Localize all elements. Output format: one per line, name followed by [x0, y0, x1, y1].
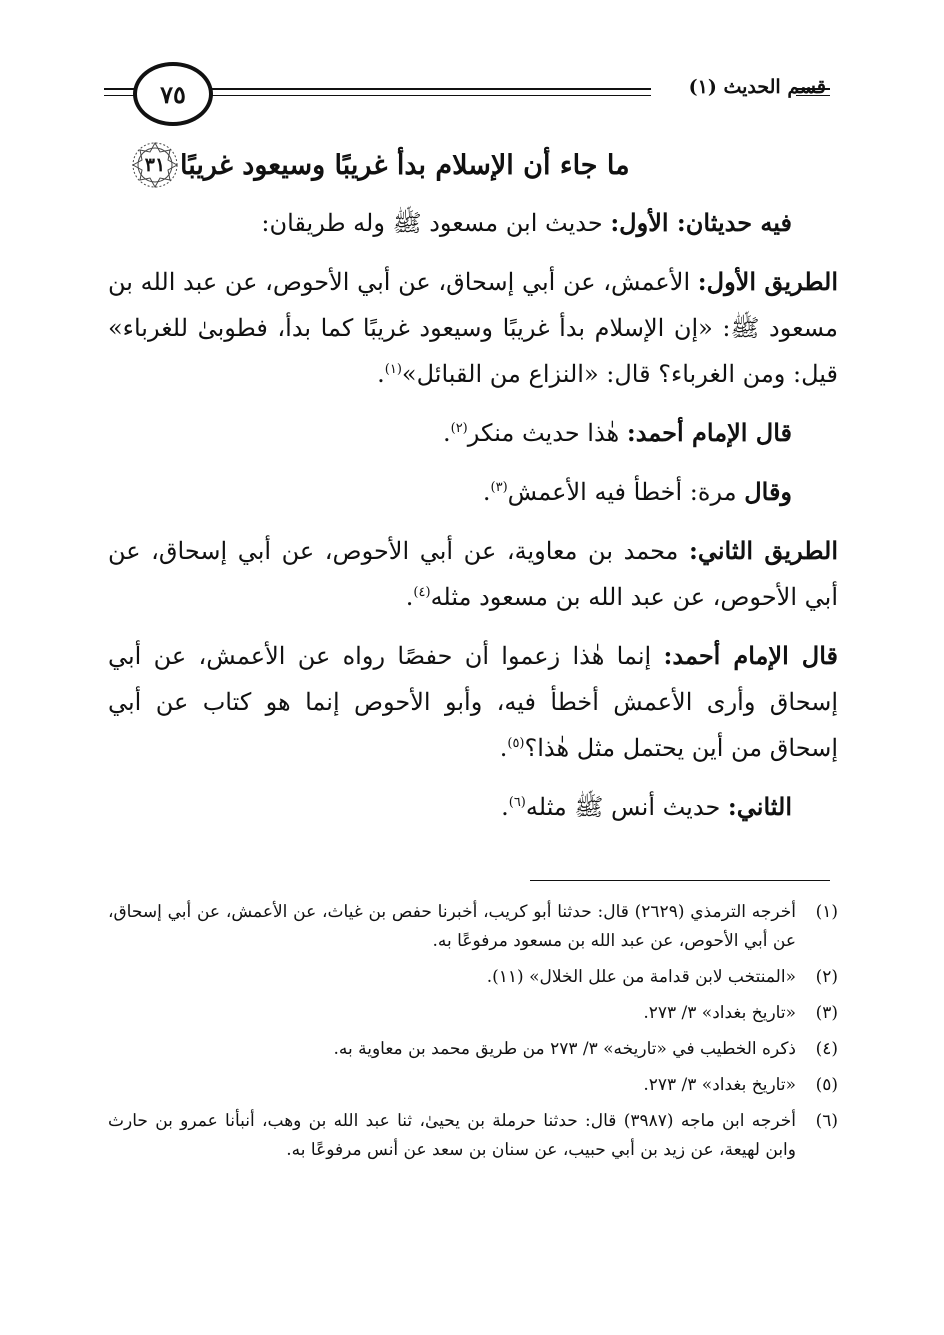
chapter-title: ما جاء أن الإسلام بدأ غريبًا وسيعود غريبًا [180, 149, 630, 181]
footnote-separator [530, 880, 830, 881]
footnote-ref-3: (٣) [490, 480, 508, 495]
paragraph-5 [108, 528, 838, 620]
paragraph-3-end: . [442, 419, 451, 447]
paragraph-2-text: الأعمش، عن أبي إسحاق، عن أبي الأحوص، عن عبد الله بن مسعود ﷺ: «إن الإسلام بدأ غريبًا وسيعود غريبًا كما بدأ، فطوبىٰ للغرباء» قيل: ومن الغرباء؟ قال: «النزاع من القبائل» [108, 268, 838, 388]
header-rule-middle [205, 88, 651, 90]
header-rule-left-lower [104, 95, 134, 96]
paragraph-7-end: . [501, 793, 509, 821]
paragraph-7 [108, 784, 838, 830]
paragraph-4 [108, 469, 838, 515]
paragraph-7-text: حديث أنس ﷺ مثله [525, 793, 728, 821]
header-rule-left [104, 88, 134, 90]
footnote-text: «تاريخ بغداد» ٣/ ٢٧٣. [643, 1003, 796, 1023]
footnote-ref-2: (٢) [450, 421, 468, 436]
footnote-number: (٢) [815, 967, 838, 987]
footnote-number: (١) [815, 902, 838, 922]
footnote-number: (٤) [815, 1039, 838, 1059]
chapter-ornament [130, 140, 180, 190]
paragraph-6-lead: قال الإمام أحمد: [663, 641, 839, 670]
footnotes [108, 898, 838, 1172]
paragraph-2 [108, 259, 838, 397]
header-rule-middle-lower [205, 95, 651, 96]
footnote [108, 1071, 838, 1100]
paragraph-2-end: . [377, 360, 385, 388]
footnote-text: «تاريخ بغداد» ٣/ ٢٧٣. [643, 1075, 796, 1095]
footnote-text: أخرجه ابن ماجه (٣٩٨٧) قال: حدثنا حرملة بن يحيىٰ، ثنا عبد الله بن وهب، أنبأنا عمرو بن حارث وابن لهيعة، عن زيد بن أبي حبيب، عن سنان بن سعد عن أنس مرفوعًا به. [108, 1111, 796, 1160]
page-header [0, 0, 944, 140]
footnote [108, 1035, 838, 1064]
paragraph-1 [108, 200, 838, 246]
paragraph-1-lead: فيه حديثان: الأول: [610, 208, 792, 237]
running-title: قسم الحديث (١) [688, 76, 826, 98]
chapter-heading [108, 140, 838, 190]
footnote [108, 898, 838, 956]
paragraph-4-end: . [482, 478, 491, 506]
paragraph-7-lead: الثاني: [727, 792, 792, 821]
paragraph-5-lead: الطريق الثاني: [689, 536, 838, 565]
paragraph-5-text: محمد بن معاوية، عن أبي الأحوص، عن أبي إسحاق، عن أبي الأحوص، عن عبد الله بن مسعود مثله [108, 537, 838, 611]
paragraph-5-end: . [405, 583, 414, 611]
footnote [108, 1107, 838, 1165]
paragraph-6-end: . [499, 734, 508, 762]
footnote [108, 999, 838, 1028]
footnote-text: ذكره الخطيب في «تاريخه» ٣/ ٢٧٣ من طريق محمد بن معاوية به. [333, 1039, 796, 1059]
footnote-number: (٦) [815, 1111, 838, 1131]
footnote [108, 963, 838, 992]
footnote-text: «المنتخب لابن قدامة من علل الخلال» (١١). [486, 967, 796, 987]
paragraph-3-text: هٰذا حديث منكر [467, 419, 627, 447]
footnote-text: أخرجه الترمذي (٢٦٢٩) قال: حدثنا أبو كريب، أخبرنا حفص بن غياث، عن الأعمش، عن أبي إسحاق، عن أبي الأحوص، عن عبد الله بن مسعود مرفوعًا به. [108, 902, 796, 951]
footnote-ref-1: (١) [384, 362, 402, 377]
page-number: ٧٥ [133, 62, 213, 126]
footnote-number: (٣) [815, 1003, 838, 1023]
paragraph-1-text: حديث ابن مسعود ﷺ وله طريقان: [261, 209, 611, 237]
chapter-number: ٣١ [144, 154, 166, 176]
paragraph-6-text: إنما هٰذا زعموا أن حفصًا رواه عن الأعمش، عن أبي إسحاق وأرى الأعمش أخطأ فيه، وأبو الأحوص إنما هو كتاب عن أبي إسحاق من أين يحتمل مثل هٰذا؟ [108, 642, 838, 762]
footnote-ref-6: (٦) [508, 795, 526, 810]
footnote-ref-4: (٤) [413, 585, 431, 600]
paragraph-3-lead: قال الإمام أحمد: [626, 418, 792, 447]
paragraph-4-text: مرة: أخطأ فيه الأعمش [507, 478, 745, 506]
footnote-number: (٥) [815, 1075, 838, 1095]
paragraph-6 [108, 633, 838, 771]
paragraph-4-lead: وقال [744, 477, 792, 506]
paragraph-2-lead: الطريق الأول: [697, 267, 838, 296]
paragraph-3 [108, 410, 838, 456]
main-text [108, 200, 838, 843]
footnote-ref-5: (٥) [507, 736, 525, 751]
